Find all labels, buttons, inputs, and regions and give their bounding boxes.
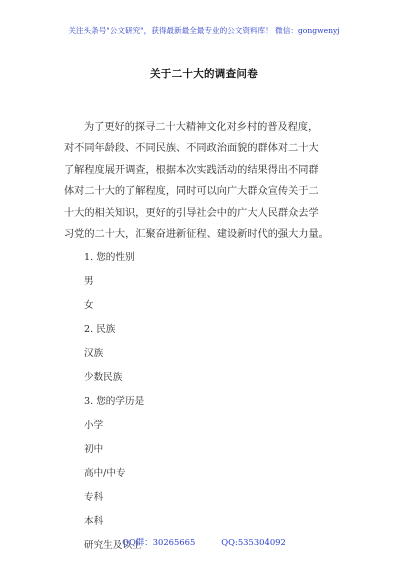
intro-paragraph [64, 117, 356, 245]
option-male: 男 [84, 276, 94, 287]
footer-qq: QQ:535304092 [221, 537, 286, 547]
question-gender: 1. 您的性别 [84, 252, 135, 263]
option-minority: 少数民族 [84, 372, 123, 383]
intro-line: 体对二十大的了解程度，同时可以向广大群众宣传关于二 [64, 186, 319, 198]
header-banner: 关注头条号"公文研究"，获得最新最全最专业的公文资料库！ 微信：gongwenyj [68, 26, 340, 35]
intro-line: 对不同年龄段、不同民族、不同政治面貌的群体对二十大 [64, 143, 319, 155]
footer-qq-group: QQ群：30265665 [122, 537, 196, 547]
option-bachelor: 本科 [84, 516, 104, 527]
option-primary: 小学 [84, 420, 104, 431]
intro-line: 十大的相关知识，更好的引导社会中的广大人民群众去学 [64, 207, 319, 219]
question-ethnicity: 2. 民族 [84, 324, 116, 335]
option-female: 女 [84, 300, 94, 311]
option-senior-high: 高中/中专 [84, 468, 126, 479]
option-junior-college: 专科 [84, 492, 104, 503]
intro-line: 习党的二十大，汇聚奋进新征程、建设新时代的强大力量。 [64, 229, 329, 241]
document-title: 关于二十大的调查问卷 [150, 68, 258, 80]
intro-line: 了解程度展开调查，根据本次实践活动的结果得出不同群 [64, 164, 319, 176]
question-education: 3. 您的学历是 [84, 396, 145, 407]
option-postgraduate: 研究生及以上 [84, 540, 142, 551]
option-junior-high: 初中 [84, 444, 104, 455]
questionnaire-list [84, 246, 144, 558]
footer-banner [0, 536, 408, 548]
intro-line: 为了更好的探寻二十大精神文化对乡村的普及程度， [84, 122, 319, 133]
option-han: 汉族 [84, 348, 104, 359]
